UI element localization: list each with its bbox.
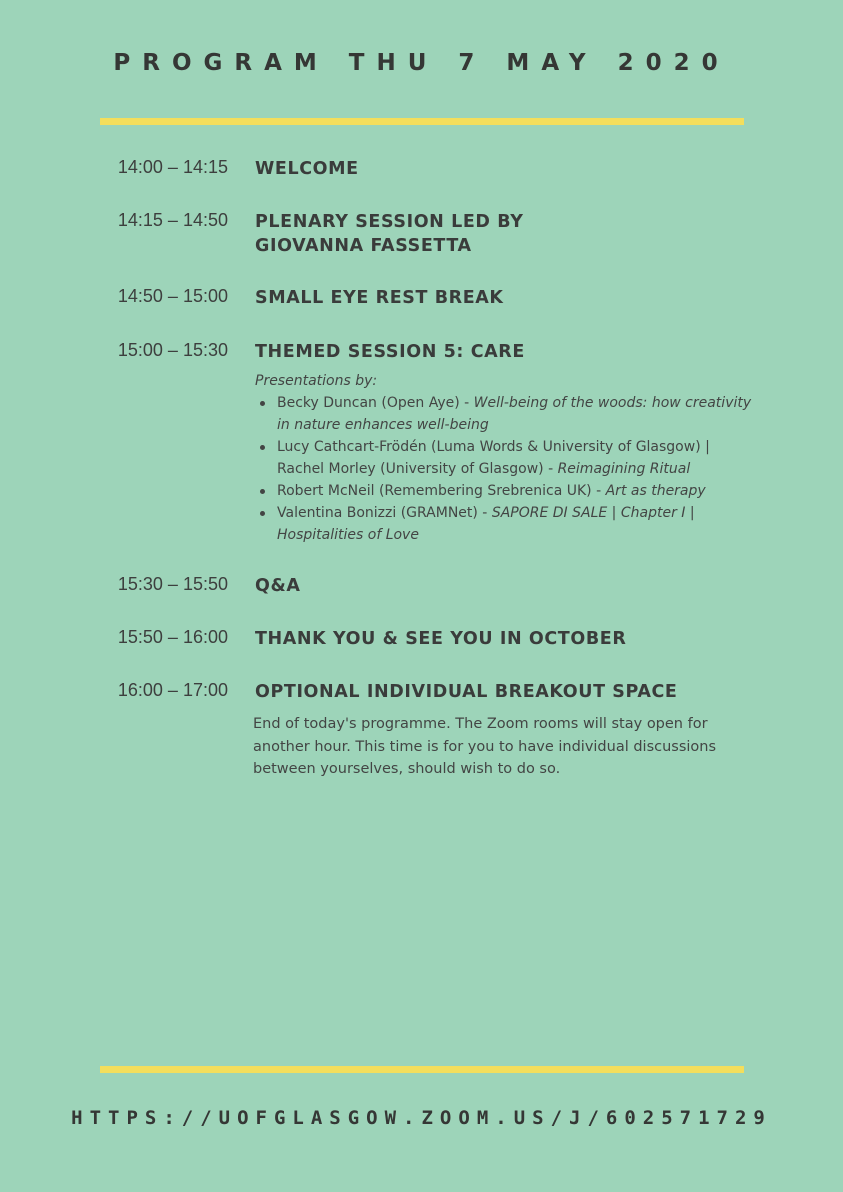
time-slot: 15:50 – 16:00 xyxy=(117,627,228,647)
page-title: PROGRAM THU 7 MAY 2020 xyxy=(113,50,730,76)
session-note: End of today's programme. The Zoom rooms will stay open for another hour. This time is for you to have individual discussions between yourselves, should wish to do so. xyxy=(253,716,717,777)
speaker: Valentina Bonizzi (GRAMNet) - xyxy=(277,505,492,521)
speaker: Robert McNeil (Remembering Srebrenica UK) - xyxy=(277,483,606,499)
bottom-divider xyxy=(100,1066,744,1073)
time-slot: 14:00 – 14:15 xyxy=(117,157,228,177)
session-title xyxy=(255,210,750,258)
top-divider xyxy=(100,118,744,125)
session-title: THEMED SESSION 5: CARE xyxy=(255,342,525,362)
time-slot: 16:00 – 17:00 xyxy=(117,680,228,700)
time-slot: 15:00 – 15:30 xyxy=(117,340,228,360)
speaker: Becky Duncan (Open Aye) - xyxy=(277,395,474,411)
presentations-block xyxy=(255,370,755,546)
talk-title: Reimagining Ritual xyxy=(557,461,691,477)
list-item xyxy=(255,502,755,546)
time-slot: 14:15 – 14:50 xyxy=(117,210,228,230)
talk-title: SAPORE DI SALE | Chapter I | Hospitalities of Love xyxy=(277,505,695,543)
time-slot: 15:30 – 15:50 xyxy=(117,574,228,594)
time-slot: 14:50 – 15:00 xyxy=(117,286,228,306)
session-title-line: GIOVANNA FASSETTA xyxy=(255,236,472,256)
list-item xyxy=(255,392,755,436)
talk-title: Well-being of the woods: how creativity in nature enhances well-being xyxy=(277,395,752,433)
presentations-list xyxy=(255,392,755,546)
session-title: OPTIONAL INDIVIDUAL BREAKOUT SPACE xyxy=(255,682,678,702)
talk-title: Art as therapy xyxy=(605,483,706,499)
session-title: WELCOME xyxy=(255,159,359,179)
zoom-link[interactable]: HTTPS://UOFGLASGOW.ZOOM.US/J/602571729 xyxy=(71,1107,772,1129)
session-title: THANK YOU & SEE YOU IN OCTOBER xyxy=(255,629,627,649)
session-title-line: PLENARY SESSION LED BY xyxy=(255,212,524,232)
session-title: Q&A xyxy=(255,576,301,596)
list-item xyxy=(255,480,755,502)
session-title: SMALL EYE REST BREAK xyxy=(255,288,504,308)
presentations-lead: Presentations by: xyxy=(255,373,378,389)
speaker: Lucy Cathcart-Frödén (Luma Words & University of Glasgow) | Rachel Morley (University of Glasgow) - xyxy=(277,439,710,477)
list-item xyxy=(255,436,755,480)
